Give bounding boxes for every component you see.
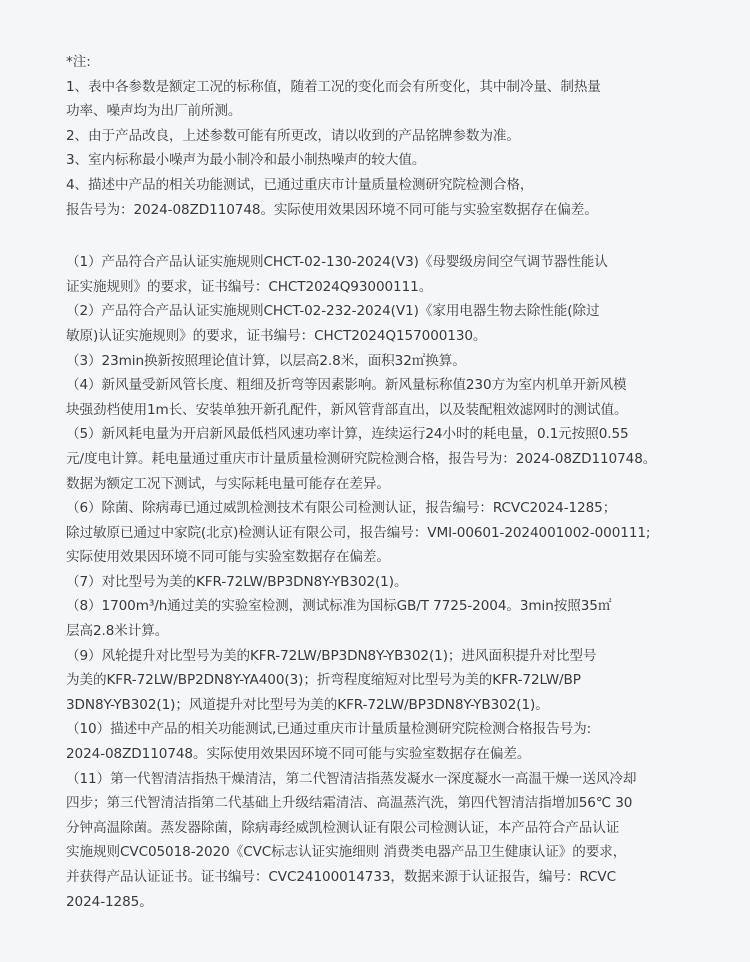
footnotes-section (66, 250, 742, 914)
footnote-line: 除过敏原已通过中家院(北京)检测认证有限公司，报告编号：VMI-00601-2024001002-000111; (66, 524, 651, 541)
footnote-line: 2024-1285。 (66, 893, 153, 910)
footnote-line: （11）第一代智清洁指热干燥清洁，第二代智清洁指蒸发凝水一深度凝水一高温干燥一送风冷却 (66, 770, 637, 787)
note-line: 3、室内标称最小噪声为最小制冷和最小制热噪声的较大值。 (66, 152, 426, 169)
footnote-line: （1）产品符合产品认证实施规则CHCT-02-130-2024(V3)《母婴级房间空气调节器性能认 (66, 254, 608, 271)
note-line: 1、表中各参数是额定工况的标称值，随着工况的变化而会有所变化，其中制冷量、制热量 (66, 78, 601, 95)
footnotes-document (66, 50, 742, 914)
footnote-line: 2024-08ZD110748。实际使用效果因环境不同可能与实验室数据存在偏差。 (66, 746, 531, 763)
footnote-line: 元/度电计算。耗电量通过重庆市计量质量检测研究院检测合格，报告号为：2024-08ZD110748。 (66, 450, 657, 467)
note-line: 4、描述中产品的相关功能测试，已通过重庆市计量质量检测研究院检测合格， (66, 176, 534, 193)
footnote-line: 实施规则CVC05018-2020《CVC标志认证实施细则 消费类电器产品卫生健康认证》的要求， (66, 844, 627, 861)
footnote-line: （7）对比型号为美的KFR-72LW/BP3DN8Y-YB302(1)。 (66, 573, 408, 590)
footnote-line: 实际使用效果因环境不同可能与实验室数据存在偏差。 (66, 549, 390, 566)
footnote-line: 证实施规则》的要求，证书编号：CHCT2024Q93000111。 (66, 278, 433, 295)
footnote-line: （3）23min换新按照理论值计算，以层高2.8米，面积32㎡换算。 (66, 352, 466, 369)
footnote-line: 数据为额定工况下测试，与实际耗电量可能存在差异。 (66, 475, 390, 492)
footnote-line: 敏原)认证实施规则》的要求，证书编号：CHCT2024Q157000130。 (66, 327, 487, 344)
footnote-line: （10）描述中产品的相关功能测试,已通过重庆市计量质量检测研究院检测合格报告号为: (66, 721, 592, 738)
footnote-line: 分钟高温除菌。蒸发器除菌，除病毒经威凯检测认证有限公司检测认证，本产品符合产品认证 (66, 819, 620, 836)
footnote-line: 层高2.8米计算。 (66, 623, 169, 640)
notes-section (66, 50, 742, 222)
footnote-line: （4）新风量受新风管长度、粗细及折弯等因素影响。新风量标称值230方为室内机单开新风模 (66, 377, 627, 394)
footnote-line: 3DN8Y-YB302(1)；风道提升对比型号为美的KFR-72LW/BP3DN8Y-YB302(1)。 (66, 696, 549, 713)
footnote-line: （9）风轮提升对比型号为美的KFR-72LW/BP3DN8Y-YB302(1)；进风面积提升对比型号 (66, 647, 597, 664)
section-spacer (66, 222, 742, 250)
note-line: 功率、噪声均为出厂前所测。 (66, 103, 242, 120)
footnote-line: （8）1700m³/h通过美的实验室检测，测试标准为国标GB/T 7725-2004。3min按照35㎡ (66, 598, 612, 615)
footnote-line: 为美的KFR-72LW/BP2DN8Y-YA400(3)；折弯程度缩短对比型号为美的KFR-72LW/BP (66, 672, 581, 689)
footnote-line: （6）除菌、除病毒已通过威凯检测技术有限公司检测认证，报告编号：RCVC2024-1285； (66, 500, 617, 517)
footnote-line: 块强劲档使用1m长、安装单独开新孔配件，新风管背部直出，以及装配粗效滤网时的测试值。 (66, 401, 628, 418)
footnote-line: （5）新风耗电量为开启新风最低档风速功率计算，连续运行24小时的耗电量，0.1元按照0.55 (66, 426, 629, 443)
note-line: 2、由于产品改良，上述参数可能有所更改，请以收到的产品铭牌参数为准。 (66, 127, 520, 144)
footnote-line: （2）产品符合产品认证实施规则CHCT-02-232-2024(V1)《家用电器生物去除性能(除过 (66, 303, 600, 320)
note-line: 报告号为：2024-08ZD110748。实际使用效果因环境不同可能与实验室数据存在偏差。 (66, 201, 598, 218)
notes-heading: *注: (66, 54, 91, 70)
footnote-line: 并获得产品认证证书。证书编号：CVC24100014733，数据来源于认证报告，编号：RCVC (66, 869, 616, 885)
footnote-line: 四步；第三代智清洁指第二代基础上升级结霜清洁、高温蒸汽洗，第四代智清洁指增加56℃ 30 (66, 795, 633, 812)
